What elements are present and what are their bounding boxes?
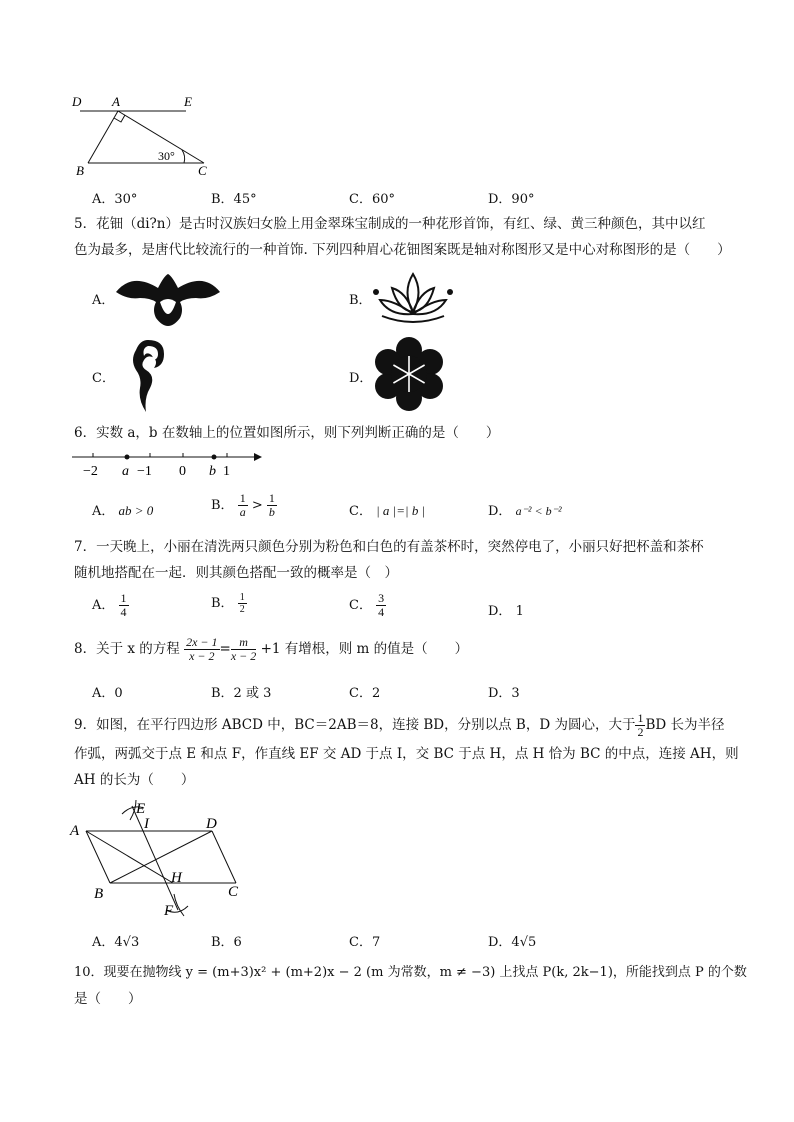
q4-option-a[interactable]: A．30° xyxy=(92,192,138,207)
q7-option-b[interactable] xyxy=(211,592,247,615)
label-C: C xyxy=(198,163,207,178)
q5-line2: 色为最多，是唐代比较流行的一种首饰. 下列四种眉心花钿图案既是轴对称图形又是中心对称图形的是（ ） xyxy=(74,242,731,258)
gt-sign: > xyxy=(251,498,263,513)
option-label: A． xyxy=(92,598,115,613)
q8-option-c[interactable]: C．2 xyxy=(349,686,381,701)
label-D: D xyxy=(72,94,82,109)
q6-option-a[interactable] xyxy=(92,500,153,519)
q7-option-a[interactable] xyxy=(92,592,129,619)
angle-label: 30° xyxy=(158,149,175,163)
q4-option-b[interactable]: B．45° xyxy=(211,192,257,207)
triangle-figure xyxy=(70,90,220,180)
q9-option-c[interactable]: C．7 xyxy=(349,935,381,950)
tick-neg2: −2 xyxy=(83,464,98,478)
q7-line1: 7．一天晚上，小丽在清洗两只颜色分别为粉色和白色的有盖茶杯时，突然停电了，小丽只好把杯盖和茶杯 xyxy=(74,539,704,555)
fraction: $\frac{2x - 1}{x - 2}$ xyxy=(186,635,218,663)
q5-option-c-label[interactable]: C． xyxy=(92,371,115,386)
q9-option-b[interactable]: B．6 xyxy=(211,935,242,950)
q8-suffix: +1 有增根，则 m 的值是（ ） xyxy=(260,641,469,657)
tick-neg1: −1 xyxy=(137,464,152,478)
q6-text: 6．实数 a，b 在数轴上的位置如图所示，则下列判断正确的是（ ） xyxy=(74,425,500,441)
option-label: A． xyxy=(92,504,115,519)
fraction: $\frac{1}{b}$ xyxy=(268,491,275,519)
option-expr: ab > 0 xyxy=(118,503,154,518)
label-A: A xyxy=(112,94,120,109)
point-b-label: b xyxy=(209,464,216,478)
q5-option-a-label[interactable]: A． xyxy=(92,293,115,308)
q6-option-c[interactable] xyxy=(349,500,425,519)
fraction: $\frac{1}{a}$ xyxy=(239,491,246,519)
option-label: D． xyxy=(488,504,512,519)
q7-line2: 随机地搭配在一起．则其颜色搭配一致的概率是（ ） xyxy=(74,565,398,581)
tick-1: 1 xyxy=(223,464,230,478)
option-value: 1 xyxy=(515,604,524,619)
label-I: I xyxy=(144,816,149,832)
q10-line2: 是（ ） xyxy=(74,991,142,1007)
label-E: E xyxy=(136,801,146,817)
fraction: $\frac{1}{2}$ xyxy=(637,711,644,739)
option-label: C． xyxy=(349,504,372,519)
fraction: $\frac{3}{4}$ xyxy=(378,591,385,619)
q8-line xyxy=(74,636,468,663)
lotus-icon[interactable] xyxy=(368,270,458,326)
q9-line2: 作弧，两弧交于点 E 和点 F，作直线 EF 交 AD 于点 I，交 BC 于点 H，点 H 恰为 BC 的中点，连接 AH，则 xyxy=(74,746,739,762)
label-B: B xyxy=(76,163,84,178)
q6-option-d[interactable] xyxy=(488,500,562,519)
cloud-petals-icon[interactable] xyxy=(112,270,224,328)
option-expr: a⁻² < b⁻² xyxy=(515,504,562,518)
q8-option-d[interactable]: D．3 xyxy=(488,686,520,701)
q7-option-c[interactable] xyxy=(349,592,386,619)
q8-option-b[interactable]: B．2 或 3 xyxy=(211,686,272,701)
q9-line1 xyxy=(74,712,725,739)
parallelogram-figure xyxy=(66,798,256,922)
q4-option-d[interactable]: D．90° xyxy=(488,192,535,207)
option-label: B． xyxy=(211,498,234,513)
label-A: A xyxy=(70,823,80,839)
swirl-cloud-icon[interactable] xyxy=(128,336,168,416)
point-a-label: a xyxy=(122,464,129,478)
label-F: F xyxy=(164,903,174,919)
q5-option-b-label[interactable]: B． xyxy=(349,293,372,308)
q8-option-a[interactable]: A．0 xyxy=(92,686,123,701)
q9-option-d[interactable]: D．4√5 xyxy=(488,935,537,950)
option-label: D． xyxy=(488,604,512,619)
six-petal-flower-icon[interactable] xyxy=(371,336,447,412)
q8-prefix: 8．关于 x 的方程 xyxy=(74,641,180,657)
q4-option-c[interactable]: C．60° xyxy=(349,192,395,207)
q9-line3: AH 的长为（ ） xyxy=(74,772,195,788)
label-B: B xyxy=(94,886,104,902)
fraction: $\frac{1}{2}$ xyxy=(239,592,245,615)
number-line xyxy=(70,448,270,478)
label-H: H xyxy=(171,870,182,886)
fraction: $\frac{m}{x - 2}$ xyxy=(230,635,257,663)
q5-line1: 5．花钿（di?n）是古时汉族妇女脸上用金翠珠宝制成的一种花形首饰，有红、绿、黄三种颜色，其中以红 xyxy=(74,216,706,232)
q9-text-a: 9．如图，在平行四边形 ABCD 中，BC＝2AB＝8，连接 BD，分别以点 B，D 为圆心，大于 xyxy=(74,717,636,733)
q5-option-d-label[interactable]: D． xyxy=(349,371,373,386)
fraction: $\frac{1}{4}$ xyxy=(120,591,127,619)
label-E: E xyxy=(184,94,192,109)
q10-line1: 10．现要在抛物线 y = (m+3)x² + (m+2)x − 2 (m 为常数，m ≠ −3) 上找点 P(k, 2k−1)，所能找到点 P 的个数 xyxy=(74,965,747,980)
label-D: D xyxy=(206,816,217,832)
tick-0: 0 xyxy=(179,464,186,478)
q7-option-d[interactable] xyxy=(488,600,524,619)
q9-text-b: BD 长为半径 xyxy=(645,717,725,733)
equals-sign: = xyxy=(219,641,231,657)
option-label: B． xyxy=(211,596,234,611)
q9-option-a[interactable]: A．4√3 xyxy=(92,935,140,950)
q6-option-b[interactable] xyxy=(211,492,277,519)
option-label: C． xyxy=(349,598,372,613)
option-expr: | a |=| b | xyxy=(376,503,426,518)
label-C: C xyxy=(228,884,239,900)
